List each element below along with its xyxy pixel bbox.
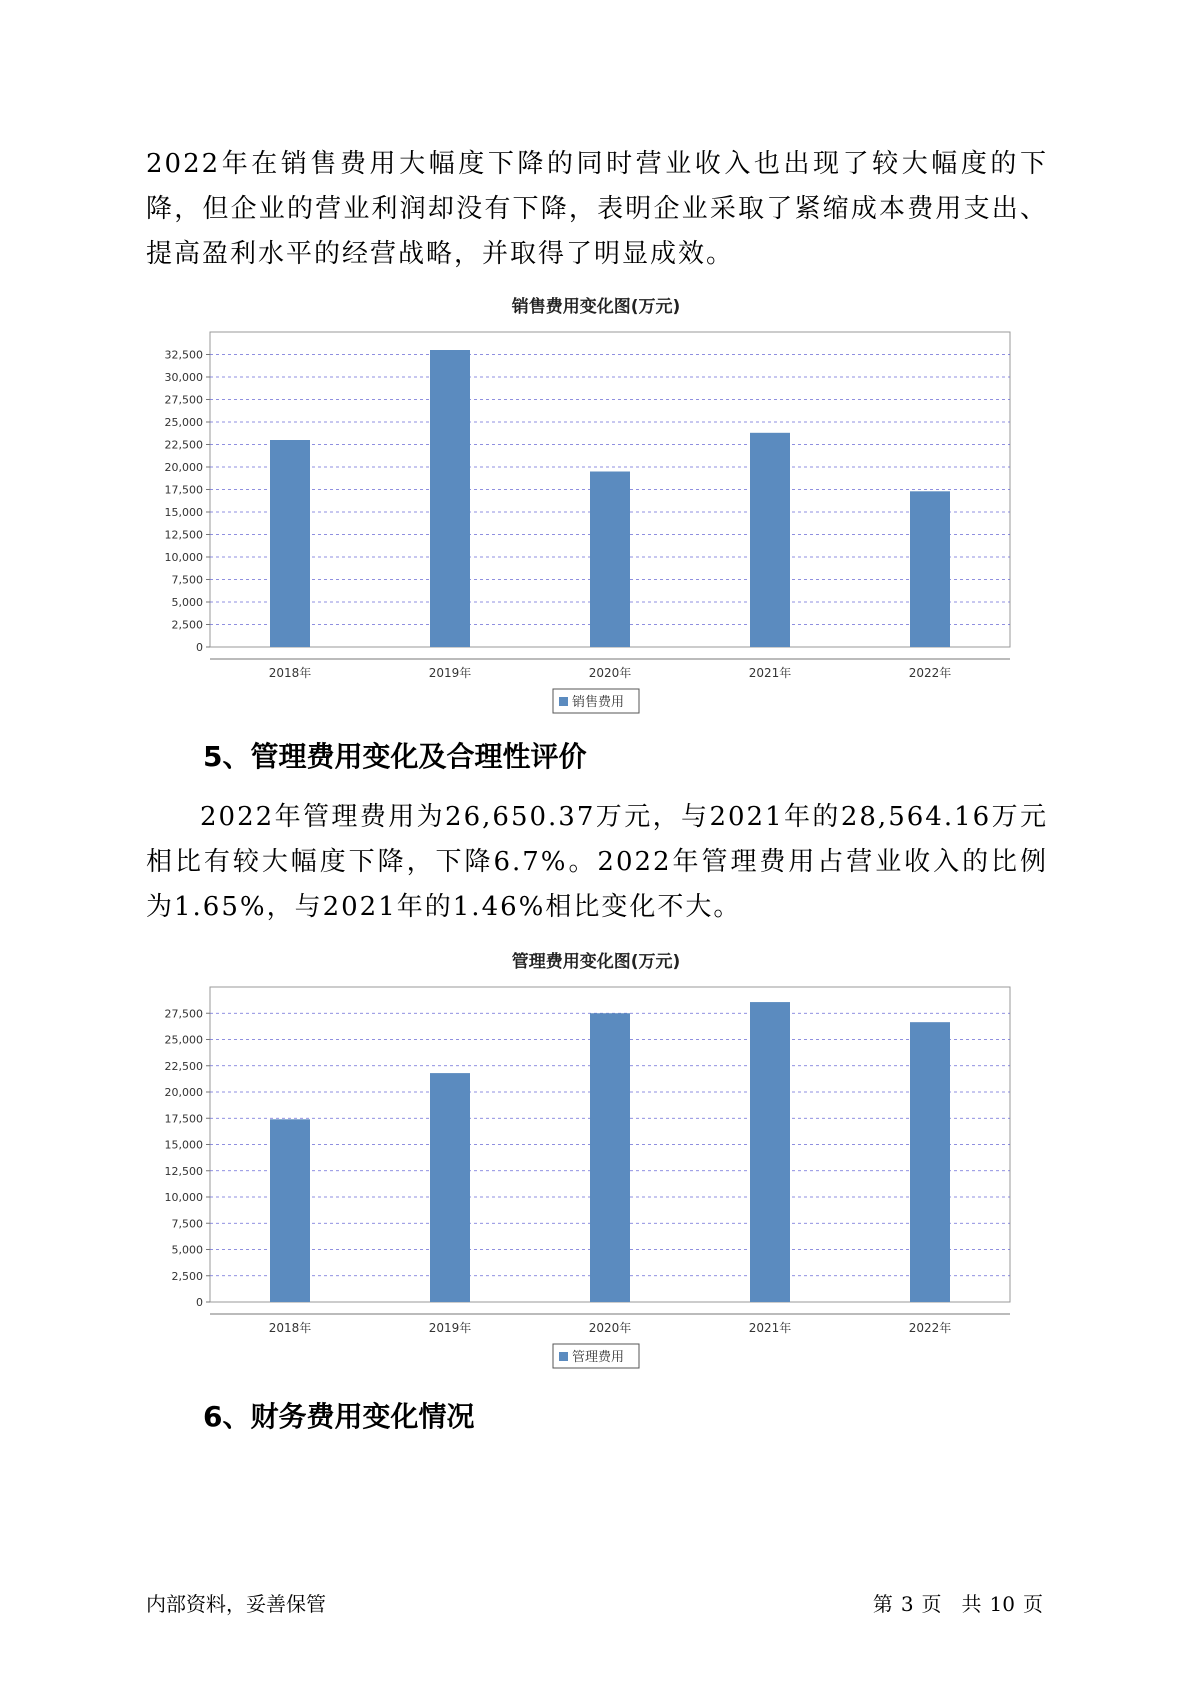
y-tick-label: 15,000 xyxy=(164,1138,203,1152)
x-tick-label: 2019年 xyxy=(428,666,472,680)
y-tick-label: 5,000 xyxy=(171,1243,203,1257)
y-tick-label: 0 xyxy=(196,641,203,654)
bar-2020年 xyxy=(590,1013,630,1302)
y-tick-label: 10,000 xyxy=(164,551,203,564)
legend-label: 销售费用 xyxy=(572,695,625,710)
y-tick-label: 10,000 xyxy=(164,1191,203,1204)
x-tick-label: 2020年 xyxy=(588,666,632,680)
bar-2022年 xyxy=(910,491,950,647)
page-suffix: 页 xyxy=(1023,1592,1043,1616)
x-tick-label: 2020年 xyxy=(588,1321,632,1335)
y-tick-label: 2,500 xyxy=(171,618,203,632)
bar-2018年 xyxy=(270,440,310,647)
intro-paragraph: 2022年在销售费用大幅度下降的同时营业收入也出现了较大幅度的下降，但企业的营业利润却没有下降，表明企业采取了紧缩成本费用支出、提高盈利水平的经营战略，并取得了明显成效。 xyxy=(146,149,1048,269)
y-tick-label: 12,500 xyxy=(164,1164,203,1178)
page-total: 10 xyxy=(989,1592,1015,1616)
bar-2020年 xyxy=(590,472,630,648)
y-tick-label: 12,500 xyxy=(164,528,203,542)
legend-label: 管理费用 xyxy=(572,1350,625,1365)
bar-2022年 xyxy=(910,1022,950,1302)
page-current: 3 xyxy=(900,1592,914,1616)
y-tick-label: 27,500 xyxy=(164,1007,203,1021)
y-tick-label: 17,500 xyxy=(164,1112,203,1126)
x-tick-label: 2022年 xyxy=(908,666,952,680)
y-tick-label: 5,000 xyxy=(171,596,203,609)
admin-expense-chart-svg xyxy=(146,945,1046,1370)
admin-expense-chart xyxy=(146,945,1046,1370)
x-tick-label: 2021年 xyxy=(748,666,792,680)
y-tick-label: 25,000 xyxy=(164,1033,203,1047)
legend-swatch xyxy=(559,697,568,706)
y-tick-label: 7,500 xyxy=(171,573,203,587)
sales-expense-chart-svg xyxy=(146,290,1046,715)
sales-expense-chart xyxy=(146,290,1046,715)
admin-expense-paragraph: 2022年管理费用为26,650.37万元，与2021年的28,564.16万元相比有较大幅度下降，下降6.7%。2022年管理费用占营业收入的比例为1.65%，与2021年的1.46%相比变化不大。 xyxy=(146,802,1048,922)
x-tick-label: 2019年 xyxy=(428,1321,472,1335)
y-tick-label: 27,500 xyxy=(164,393,203,407)
y-tick-label: 7,500 xyxy=(171,1217,203,1231)
x-tick-label: 2018年 xyxy=(268,666,312,680)
y-tick-label: 30,000 xyxy=(164,371,203,384)
bar-2021年 xyxy=(750,433,790,647)
x-tick-label: 2022年 xyxy=(908,1321,952,1335)
y-tick-label: 25,000 xyxy=(164,416,203,429)
section-5-heading: 5、管理费用变化及合理性评价 xyxy=(203,740,587,773)
y-tick-label: 15,000 xyxy=(164,506,203,519)
y-tick-label: 17,500 xyxy=(164,483,203,497)
section-6-heading: 6、财务费用变化情况 xyxy=(203,1400,475,1433)
bar-2019年 xyxy=(430,1073,470,1302)
y-tick-label: 32,500 xyxy=(164,348,203,362)
chart-title: 管理费用变化图(万元) xyxy=(511,952,681,972)
x-tick-label: 2018年 xyxy=(268,1321,312,1335)
page-mid: 页 共 xyxy=(921,1592,982,1616)
bar-2018年 xyxy=(270,1119,310,1302)
y-tick-label: 22,500 xyxy=(164,438,203,452)
y-tick-label: 20,000 xyxy=(164,461,203,474)
x-tick-label: 2021年 xyxy=(748,1321,792,1335)
y-tick-label: 22,500 xyxy=(164,1059,203,1073)
y-tick-label: 2,500 xyxy=(171,1269,203,1283)
legend-swatch xyxy=(559,1352,568,1361)
footer-page-number xyxy=(869,1588,1047,1617)
y-tick-label: 20,000 xyxy=(164,1086,203,1099)
bar-2019年 xyxy=(430,350,470,647)
chart-title: 销售费用变化图(万元) xyxy=(511,297,681,317)
page-prefix: 第 xyxy=(872,1592,893,1616)
bar-2021年 xyxy=(750,1002,790,1302)
footer-confidential-note: 内部资料，妥善保管 xyxy=(146,1592,326,1616)
y-tick-label: 0 xyxy=(196,1296,203,1309)
